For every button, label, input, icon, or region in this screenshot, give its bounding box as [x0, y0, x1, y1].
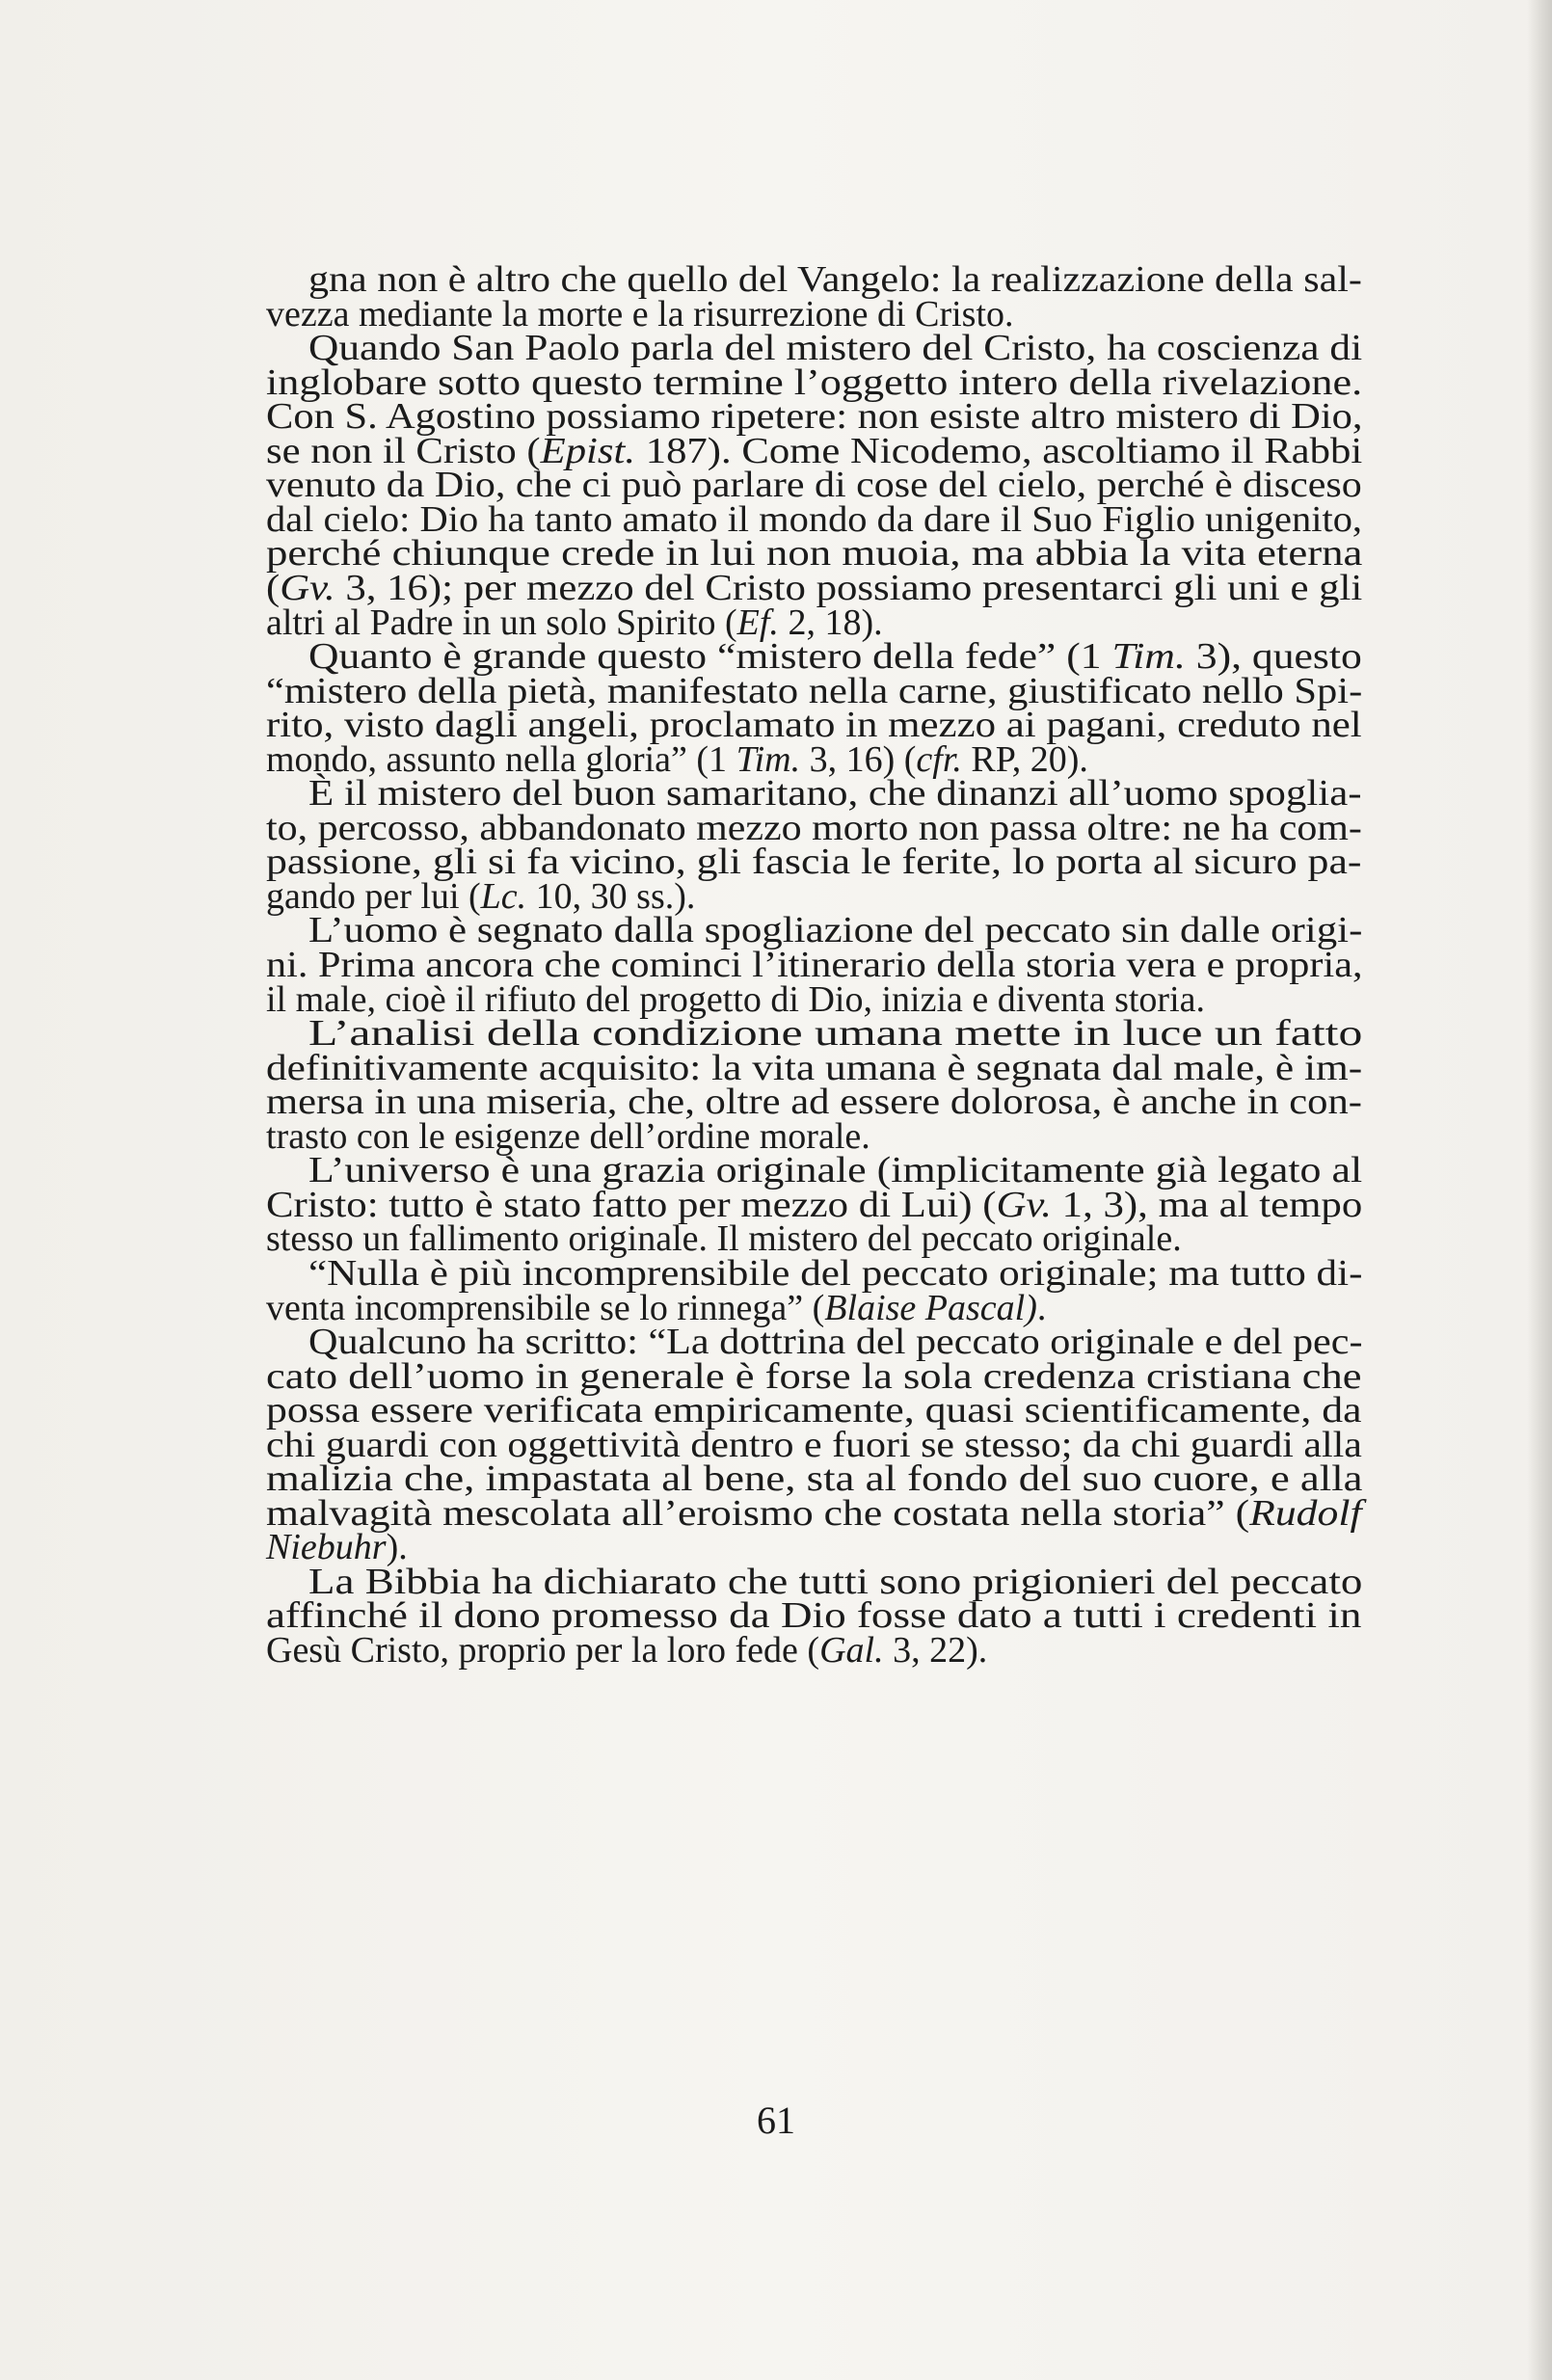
text-run: rito, visto dagli angeli, proclamato in mezzo ai pagani, creduto nel	[266, 705, 1362, 746]
text-run: Quanto è grande questo “mistero della fede” (1	[308, 636, 1112, 678]
text-run: L’universo è una grazia originale (implicitamente già legato al	[308, 1150, 1363, 1191]
italic-run: Niebuhr	[266, 1527, 387, 1568]
text-run: gna non è altro che quello del Vangelo: la realizzazione della sal-	[308, 259, 1362, 300]
text-run: 3, 16) (	[800, 738, 917, 780]
text-run: venta incomprensibile se lo rinnega” (	[266, 1287, 825, 1328]
page-number-text: 61	[757, 2099, 795, 2142]
text-run: 2, 18).	[778, 602, 883, 643]
text-run: malvagità mescolata all’eroismo che costata nella storia” (	[266, 1492, 1250, 1534]
text-run: È il mistero del buon samaritano, che dinanzi all’uomo spoglia-	[308, 773, 1362, 815]
text-run: passione, gli si fa vicino, gli fascia le ferite, lo porta al sicuro pa-	[266, 842, 1362, 883]
text-run: Quando San Paolo parla del mistero del Cristo, ha coscienza di	[308, 328, 1363, 369]
text-run: il male, cioè il rifiuto del progetto di Dio, inizia e diventa storia.	[266, 978, 1206, 1020]
text-run: L’analisi della condizione umana mette in luce un fatto	[308, 1013, 1363, 1055]
italic-run: Ef.	[736, 602, 779, 643]
text-run: venuto da Dio, che ci può parlare di cose del cielo, perché è disceso	[266, 465, 1362, 506]
text-line	[266, 1492, 1362, 1535]
text-run: ).	[386, 1527, 408, 1568]
text-run: inglobare sotto questo termine l’oggetto intero della rivelazione.	[266, 361, 1363, 403]
text-run: 1, 3), ma al tempo	[1051, 1184, 1363, 1225]
text-run: trasto con le esigenze dell’ordine morale.	[266, 1115, 870, 1157]
text-run: to, percosso, abbandonato mezzo morto non passa oltre: ne ha com-	[266, 807, 1362, 848]
text-run: dal cielo: Dio ha tanto amato il mondo da dare il Suo Figlio unigenito,	[266, 498, 1363, 540]
text-run: Qualcuno ha scritto: “La dottrina del peccato originale e del pec-	[308, 1322, 1363, 1363]
italic-run: Gal.	[819, 1630, 884, 1671]
text-run: perché chiunque crede in lui non muoia, ma abbia la vita eterna	[266, 533, 1363, 575]
italic-run: cfr.	[916, 738, 962, 780]
text-run: affinché il dono promesso da Dio fosse dato a tutti i credenti in	[266, 1595, 1362, 1637]
text-run: chi guardi con oggettività dentro e fuori se stesso; da chi guardi alla	[266, 1424, 1362, 1465]
text-run: possa essere verificata empiricamente, quasi scientificamente, da	[266, 1390, 1362, 1431]
text-run: definitivamente acquisito: la vita umana è segnata dal male, è im-	[266, 1047, 1363, 1088]
italic-run: Gv.	[280, 567, 335, 608]
text-run: 187). Come Nicodemo, ascoltiamo il Rabbi	[635, 430, 1363, 471]
text-run: (	[266, 567, 281, 608]
text-run: RP, 20).	[961, 738, 1088, 780]
text-run: 3, 16); per mezzo del Cristo possiamo presentarci gli uni e gli	[334, 567, 1363, 608]
text-run: “Nulla è più incomprensibile del peccato originale; ma tutto di-	[308, 1252, 1363, 1294]
text-run: La Bibbia ha dichiarato che tutti sono prigionieri del peccato	[308, 1561, 1363, 1602]
text-run: stesso un fallimento originale. Il mistero del peccato originale.	[266, 1218, 1182, 1260]
text-run: 3), questo	[1185, 636, 1362, 678]
text-run: ni. Prima ancora che cominci l’itinerario della storia vera e propria,	[266, 945, 1363, 985]
text-run: malizia che, impastata al bene, sta al fondo del suo cuore, e alla	[266, 1458, 1363, 1500]
text-run: mersa in una miseria, che, oltre ad essere dolorosa, è anche in con-	[266, 1082, 1362, 1123]
text-line	[266, 1629, 987, 1671]
text-run: se non il Cristo (	[266, 430, 541, 471]
text-run: “mistero della pietà, manifestato nella carne, giustificato nello Spi-	[266, 670, 1363, 711]
italic-run: Lc.	[480, 875, 527, 917]
italic-run: Blaise Pascal)	[824, 1287, 1037, 1328]
text-run: Gesù Cristo, proprio per la loro fede (	[266, 1630, 820, 1671]
text-run: mondo, assunto nella gloria” (1	[266, 738, 736, 780]
text-run: gando per lui (	[266, 875, 481, 917]
text-run: Cristo: tutto è stato fatto per mezzo di Lui) (	[266, 1184, 997, 1225]
italic-run: Epist.	[540, 430, 636, 471]
italic-run: Tim.	[736, 738, 801, 780]
text-run: 10, 30 ss.).	[526, 875, 696, 917]
text-run: Con S. Agostino possiamo ripetere: non esiste altro mistero di Dio,	[266, 396, 1363, 438]
italic-run: Tim.	[1111, 636, 1186, 678]
text-run: L’uomo è segnato dalla spogliazione del peccato sin dalle origi-	[308, 910, 1363, 951]
text-run: cato dell’uomo in generale è forse la sola credenza cristiana che	[266, 1355, 1362, 1397]
text-run: vezza mediante la morte e la risurrezione di Cristo.	[266, 293, 1014, 334]
text-run: altri al Padre in un solo Spirito (	[266, 602, 737, 643]
text-run: 3, 22).	[883, 1630, 988, 1671]
italic-run: Gv.	[996, 1184, 1052, 1225]
italic-run: Rudolf	[1249, 1492, 1362, 1534]
text-run: .	[1036, 1287, 1047, 1328]
